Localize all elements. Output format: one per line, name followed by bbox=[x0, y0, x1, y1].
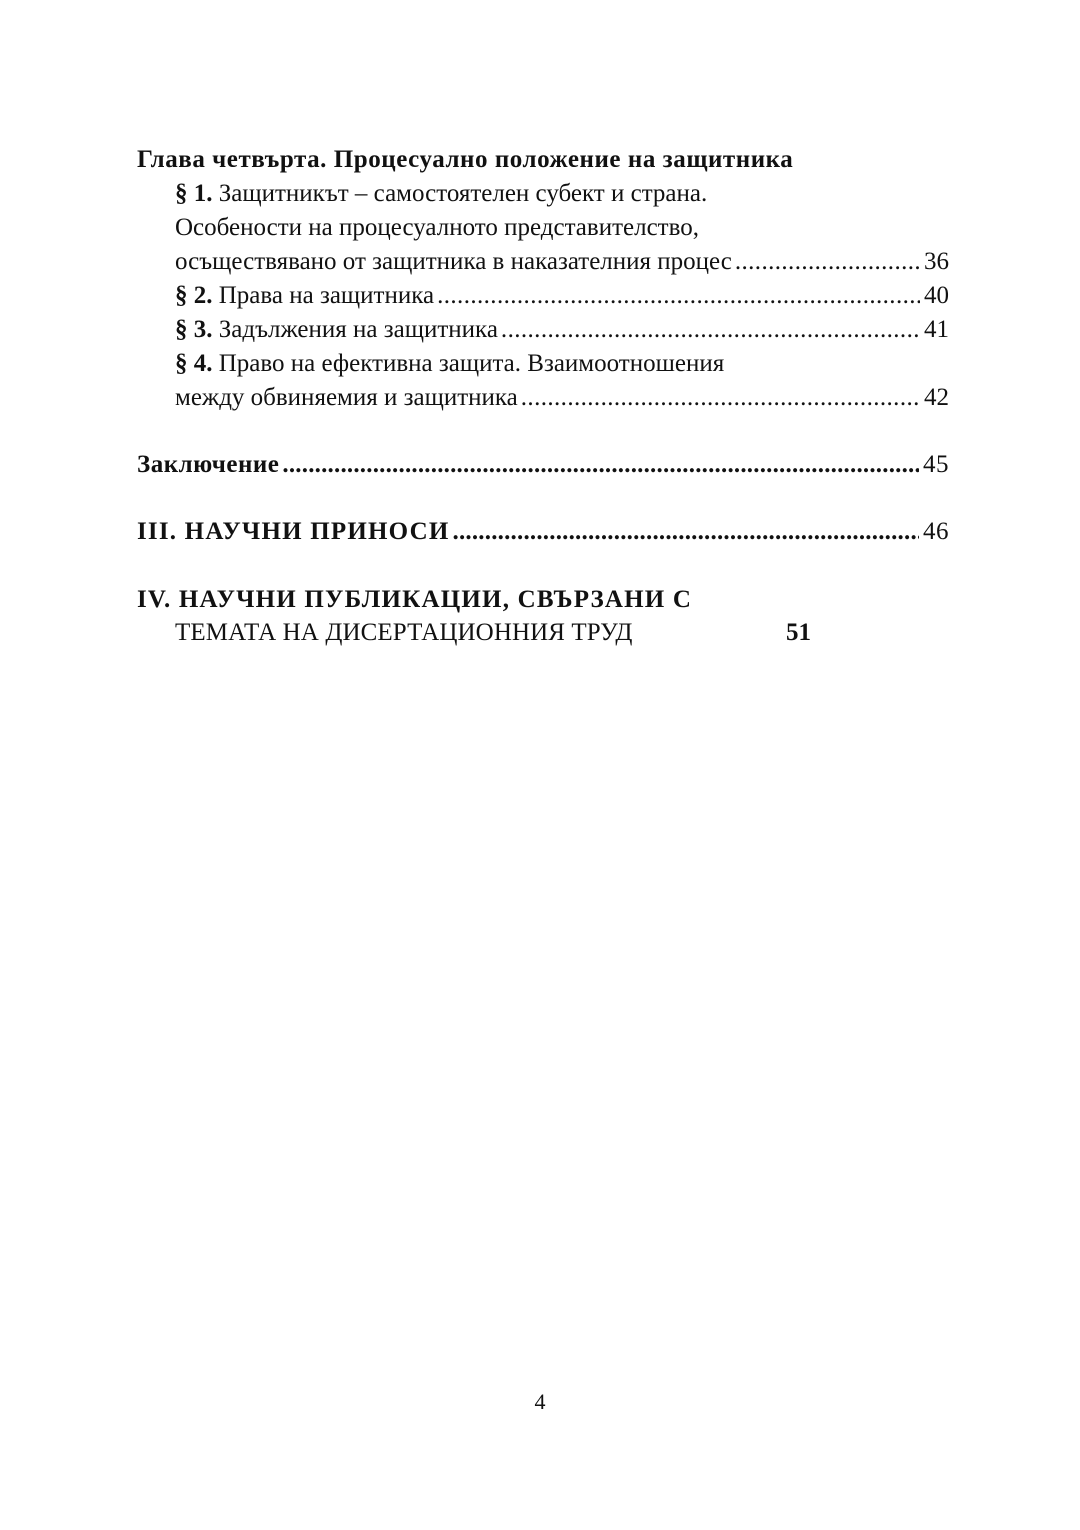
page-ref: 41 bbox=[924, 316, 949, 343]
page-ref: 42 bbox=[924, 384, 949, 411]
section-text-line: осъществявано от защитника в наказателния процес bbox=[175, 248, 732, 275]
dot-leader bbox=[521, 381, 920, 415]
page-number: 4 bbox=[534, 1389, 546, 1414]
section-label: § 2. bbox=[175, 282, 213, 309]
page-ref: 46 bbox=[923, 518, 949, 545]
toc-entry-section-2[interactable] bbox=[175, 279, 949, 313]
section-text-line: Задължения на защитника bbox=[218, 316, 498, 343]
toc-entry-section-4[interactable] bbox=[175, 347, 949, 381]
section-text bbox=[175, 279, 434, 313]
toc-entry-section-4-line-2 bbox=[175, 381, 949, 415]
section-text-line: Особености на процесуалното представителство, bbox=[175, 214, 699, 241]
page-ref: 45 bbox=[923, 451, 949, 478]
page-ref: 40 bbox=[924, 282, 949, 309]
section-iii-title: III. НАУЧНИ ПРИНОСИ bbox=[137, 518, 450, 545]
section-label: § 1. bbox=[175, 180, 213, 207]
section-iv-title[interactable]: IV. НАУЧНИ ПУБЛИКАЦИИ, СВЪРЗАНИ С bbox=[137, 586, 693, 613]
section-label: § 3. bbox=[175, 316, 213, 343]
section-text-line: Право на ефективна защита. Взаимоотношения bbox=[218, 350, 725, 377]
toc-entry-section-3[interactable] bbox=[175, 313, 949, 347]
dot-leader bbox=[453, 515, 920, 549]
section-text-line: Права на защитника bbox=[218, 282, 435, 309]
toc-entry-section-1-line-3 bbox=[175, 245, 949, 279]
dot-leader bbox=[437, 279, 920, 313]
toc-entry-section-iii[interactable] bbox=[137, 515, 949, 549]
dot-leader bbox=[735, 245, 920, 279]
dot-leader bbox=[501, 313, 920, 347]
page-ref: 36 bbox=[924, 248, 949, 275]
section-text bbox=[175, 313, 498, 347]
section-text-line: Защитникът – самостоятелен субект и страна. bbox=[218, 180, 708, 207]
conclusion-title: Заключение bbox=[137, 451, 280, 478]
toc-entry-conclusion[interactable] bbox=[137, 448, 949, 482]
section-iv-subtitle: ТЕМАТА НА ДИСЕРТАЦИОННИЯ ТРУД bbox=[175, 619, 633, 646]
toc-entry-section-1-line-2 bbox=[175, 211, 949, 245]
section-text-line: между обвиняемия и защитника bbox=[175, 384, 518, 411]
dot-leader bbox=[282, 448, 919, 482]
section-iv-page-ref: 51 bbox=[786, 619, 811, 646]
toc-entry-section-1[interactable] bbox=[175, 177, 949, 211]
section-label: § 4. bbox=[175, 350, 213, 377]
chapter-4-title: Глава четвърта. Процесуално положение на защитника bbox=[137, 146, 794, 173]
